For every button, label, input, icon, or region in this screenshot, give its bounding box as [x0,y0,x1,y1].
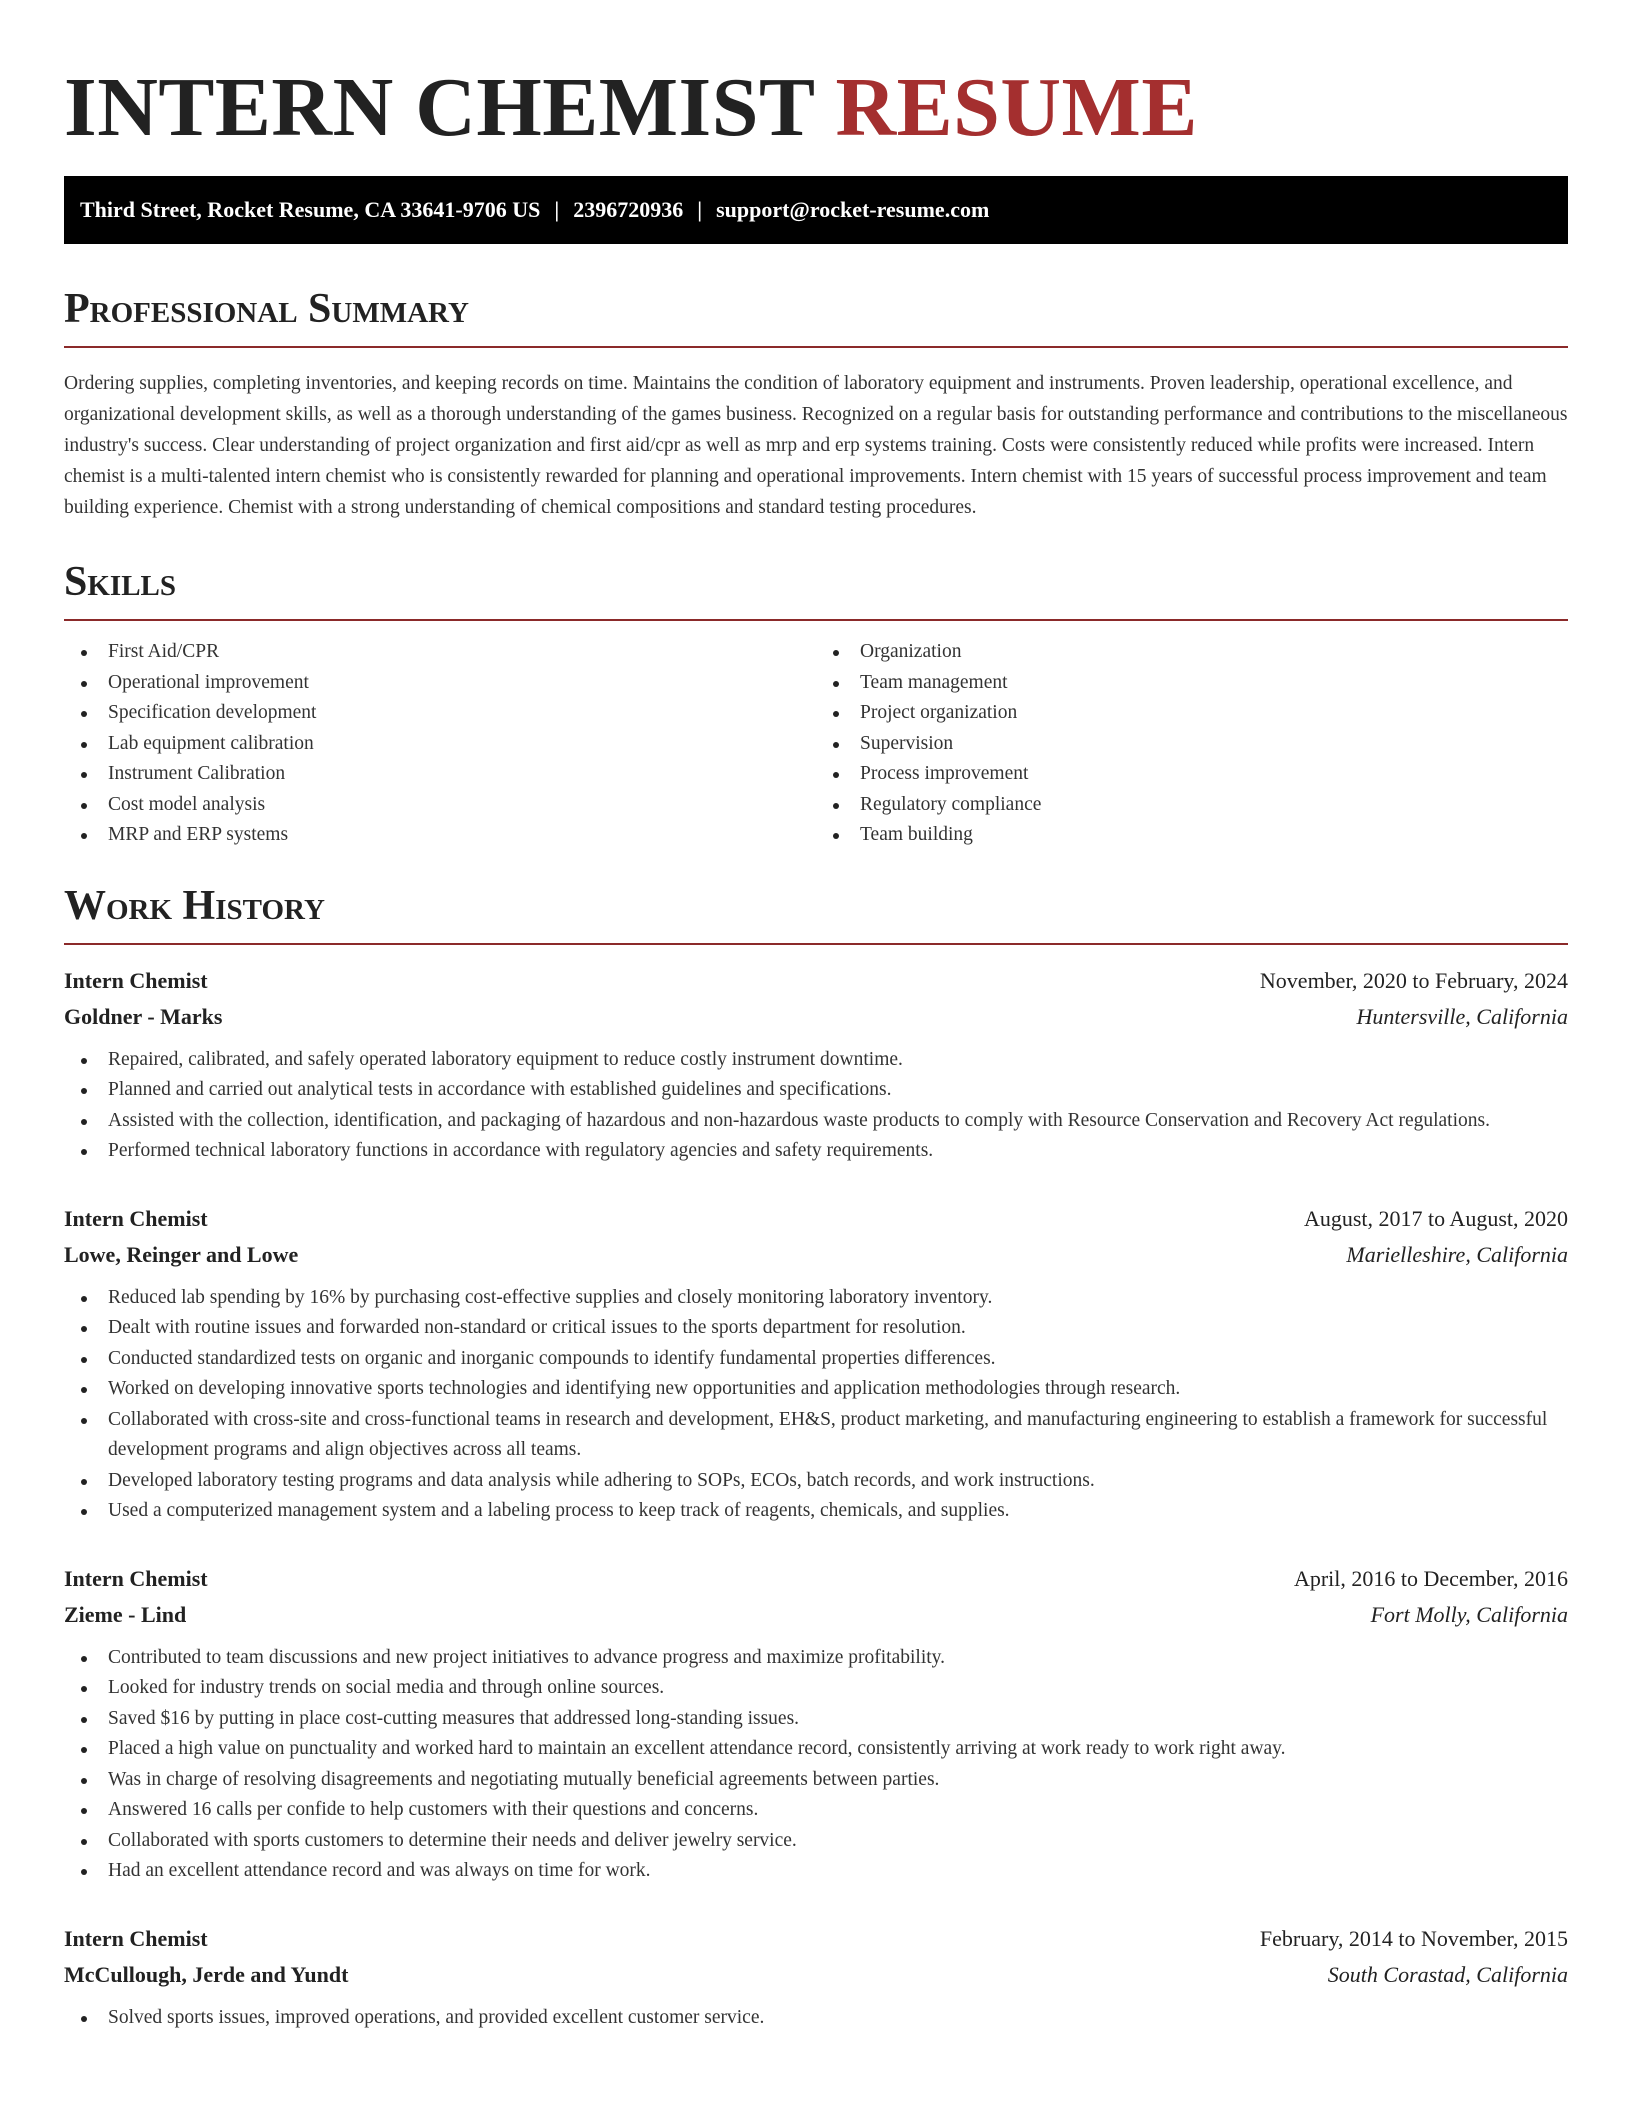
skills-column-left [64,637,816,851]
job-bullet: Was in charge of resolving disagreements and negotiating mutually beneficial agreements between parties. [64,1765,1568,1796]
job-bullet: Conducted standardized tests on organic and inorganic compounds to identify fundamental properties differences. [64,1344,1568,1375]
skill-item: Team building [816,820,1568,851]
skills-list-left [64,637,816,851]
contact-separator: | [697,197,703,222]
skill-item: Team management [816,668,1568,699]
job-bullet: Contributed to team discussions and new project initiatives to advance progress and maximize profitability. [64,1643,1568,1674]
skill-item: Organization [816,637,1568,668]
job-title: Intern Chemist [64,1925,208,1951]
skill-item: Lab equipment calibration [64,729,816,760]
job-bullets [64,1643,1568,1887]
contact-bar [64,176,1568,244]
job-location: Huntersville, California [1356,1003,1568,1029]
title-main: INTERN CHEMIST [64,61,814,154]
skills-column-right [816,637,1568,851]
job-bullet: Had an excellent attendance record and was always on time for work. [64,1856,1568,1887]
job-bullet: Repaired, calibrated, and safely operated laboratory equipment to reduce costly instrument downtime. [64,1045,1568,1076]
job-header-row [64,1921,1568,1957]
skills-heading: Skills [64,555,1568,621]
job-dates: August, 2017 to August, 2020 [1303,1205,1568,1231]
job-bullet: Looked for industry trends on social media and through online sources. [64,1673,1568,1704]
skill-item: Supervision [816,729,1568,760]
job-company: McCullough, Jerde and Yundt [64,1961,349,1987]
job-header-row [64,1561,1568,1597]
summary-text: Ordering supplies, completing inventories, and keeping records on time. Maintains the condition of laboratory equipment and instruments. Proven leadership, operational excellence, and organizational development skills, as well as a thorough understanding of the games business. Recognized on a regular basis for outstanding performance and contributions to the miscellaneous industry's success. Clear understanding of project organization and first aid/cpr as well as mrp and erp systems training. Costs were consistently reduced while profits were increased. Intern chemist is a multi-talented intern chemist who is consistently rewarded for planning and operational improvements. Intern chemist with 15 years of successful process improvement and team building experience. Chemist with a strong understanding of chemical compositions and standard testing procedures. [64,373,1568,518]
job-bullet: Solved sports issues, improved operations, and provided excellent customer service. [64,2003,1568,2034]
job-bullets [64,2003,1568,2034]
job-title: Intern Chemist [64,967,208,993]
skill-item: Instrument Calibration [64,759,816,790]
job-entry [64,1201,1568,1527]
job-company-row [64,1597,1568,1633]
job-bullet: Saved $16 by putting in place cost-cutting measures that addressed long-standing issues. [64,1704,1568,1735]
job-bullet: Assisted with the collection, identification, and packaging of hazardous and non-hazardous waste products to comply with Resource Conservation and Recovery Act regulations. [64,1106,1568,1137]
job-company-row [64,1237,1568,1273]
skill-item: Cost model analysis [64,790,816,821]
job-bullet: Collaborated with cross-site and cross-functional teams in research and development, EH&S, product marketing, and manufacturing engineering to establish a framework for successful development programs and align objectives across all teams. [64,1405,1568,1466]
skill-item: Specification development [64,698,816,729]
job-header-row [64,963,1568,999]
job-entry [64,963,1568,1167]
skill-item: First Aid/CPR [64,637,816,668]
job-company: Goldner - Marks [64,1003,223,1029]
job-dates: April, 2016 to December, 2016 [1293,1565,1568,1591]
contact-address: Third Street, Rocket Resume, CA 33641-9706 US [80,197,541,222]
skill-item: Regulatory compliance [816,790,1568,821]
contact-separator: | [554,197,560,222]
job-entry [64,1561,1568,1887]
skills-list-right [816,637,1568,851]
skills-grid [64,637,1568,851]
job-company: Lowe, Reinger and Lowe [64,1241,299,1267]
job-location: Marielleshire, California [1346,1241,1568,1267]
job-bullets [64,1045,1568,1167]
skill-item: Operational improvement [64,668,816,699]
contact-email[interactable]: support@rocket-resume.com [716,197,990,222]
work-history-heading: Work History [64,879,1568,945]
job-dates: November, 2020 to February, 2024 [1259,967,1568,993]
job-company-row [64,1957,1568,1993]
job-bullet: Used a computerized management system and a labeling process to keep track of reagents, chemicals, and supplies. [64,1496,1568,1527]
job-company: Zieme - Lind [64,1601,187,1627]
job-bullet: Performed technical laboratory functions in accordance with regulatory agencies and safety requirements. [64,1136,1568,1167]
job-bullet: Reduced lab spending by 16% by purchasing cost-effective supplies and closely monitoring laboratory inventory. [64,1283,1568,1314]
skill-item: Project organization [816,698,1568,729]
job-entry [64,1921,1568,2034]
job-company-row [64,999,1568,1035]
job-bullet: Placed a high value on punctuality and worked hard to maintain an excellent attendance record, consistently arriving at work ready to work right away. [64,1734,1568,1765]
job-location: Fort Molly, California [1370,1601,1568,1627]
job-dates: February, 2014 to November, 2015 [1259,1925,1568,1951]
job-bullets [64,1283,1568,1527]
skill-item: Process improvement [816,759,1568,790]
job-title: Intern Chemist [64,1205,208,1231]
job-bullet: Answered 16 calls per confide to help customers with their questions and concerns. [64,1795,1568,1826]
resume-title [64,0,1568,160]
job-bullet: Developed laboratory testing programs and data analysis while adhering to SOPs, ECOs, batch records, and work instructions. [64,1466,1568,1497]
title-accent: RESUME [835,61,1198,154]
contact-phone: 2396720936 [573,197,684,222]
summary-heading: Professional Summary [64,282,1568,348]
job-bullet: Collaborated with sports customers to determine their needs and deliver jewelry service. [64,1826,1568,1857]
job-title: Intern Chemist [64,1565,208,1591]
job-bullet: Worked on developing innovative sports technologies and identifying new opportunities and application methodologies through research. [64,1374,1568,1405]
job-location: South Corastad, California [1327,1961,1568,1987]
job-header-row [64,1201,1568,1237]
skill-item: MRP and ERP systems [64,820,816,851]
job-bullet: Dealt with routine issues and forwarded non-standard or critical issues to the sports department for resolution. [64,1313,1568,1344]
job-bullet: Planned and carried out analytical tests in accordance with established guidelines and specifications. [64,1075,1568,1106]
